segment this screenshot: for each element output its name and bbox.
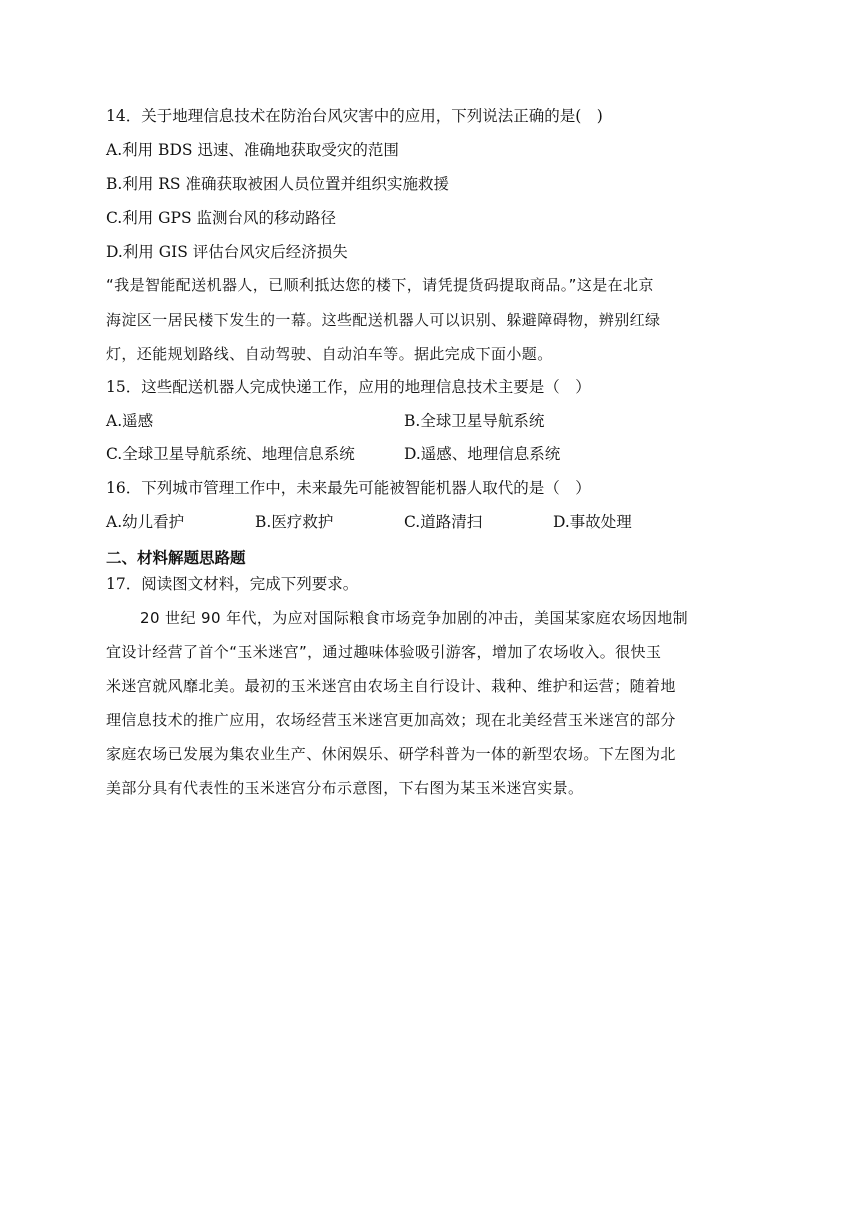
passage-line: 海淀区一居民楼下发生的一幕。这些配送机器人可以识别、躲避障碍物，辨别红绿 — [106, 311, 661, 329]
passage-line: 灯，还能规划路线、自动驾驶、自动泊车等。据此完成下面小题。 — [106, 345, 553, 363]
passage-line: 理信息技术的推广应用，农场经营玉米迷宫更加高效；现在北美经营玉米迷宫的部分 — [106, 711, 676, 729]
question-16-stem: 16．下列城市管理工作中，未来最先可能被智能机器人取代的是（ ） — [106, 479, 591, 497]
question-14-option-c: C.利用 GPS 监测台风的移动路径 — [106, 209, 337, 227]
question-16-option-c: C.道路清扫 — [404, 513, 483, 531]
question-15-option-c: C.全球卫星导航系统、地理信息系统 — [106, 445, 355, 463]
passage-line: “我是智能配送机器人，已顺利抵达您的楼下，请凭提货码提取商品。”这是在北京 — [106, 276, 654, 294]
passage-line: 宜设计经营了首个“玉米迷宫”，通过趣味体验吸引游客，增加了农场收入。很快玉 — [106, 643, 662, 661]
question-15-option-d: D.遥感、地理信息系统 — [404, 445, 561, 463]
passage-line: 家庭农场已发展为集农业生产、休闲娱乐、研学科普为一体的新型农场。下左图为北 — [106, 745, 676, 763]
question-14-option-a: A.利用 BDS 迅速、准确地获取受灾的范围 — [106, 141, 399, 159]
question-14-option-b: B.利用 RS 准确获取被困人员位置并组织实施救援 — [106, 175, 449, 193]
passage-line: 20 世纪 90 年代，为应对国际粮食市场竞争加剧的冲击，美国某家庭农场因地制 — [140, 609, 689, 627]
question-16-option-d: D.事故处理 — [553, 513, 632, 531]
question-14-option-d: D.利用 GIS 评估台风灾后经济损失 — [106, 243, 348, 261]
question-15-stem: 15．这些配送机器人完成快递工作，应用的地理信息技术主要是（ ） — [106, 378, 591, 396]
question-17-stem: 17．阅读图文材料，完成下列要求。 — [106, 575, 359, 593]
question-15-option-b: B.全球卫星导航系统 — [404, 412, 545, 430]
passage-line: 美部分具有代表性的玉米迷宫分布示意图，下右图为某玉米迷宫实景。 — [106, 779, 584, 797]
question-16-option-a: A.幼儿看护 — [106, 513, 185, 531]
question-16-option-b: B.医疗救护 — [255, 513, 334, 531]
passage-line: 米迷宫就风靡北美。最初的玉米迷宫由农场主自行设计、栽种、维护和运营；随着地 — [106, 677, 676, 695]
question-15-option-a: A.遥感 — [106, 412, 154, 430]
section-heading: 二、材料解题思路题 — [106, 549, 246, 567]
question-14-stem: 14．关于地理信息技术在防治台风灾害中的应用，下列说法正确的是( ) — [106, 107, 603, 125]
